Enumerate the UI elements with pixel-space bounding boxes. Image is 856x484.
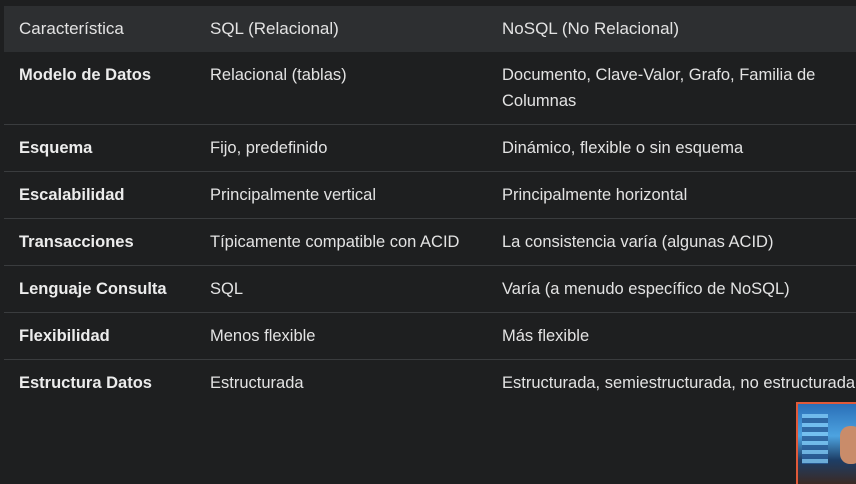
header-sql: SQL (Relacional) (210, 19, 339, 38)
webcam-background (802, 414, 828, 464)
cell-feature: Modelo de Datos (19, 66, 152, 84)
cell-sql: Principalmente vertical (195, 172, 487, 219)
cell-sql: Relacional (tablas) (210, 66, 347, 84)
table-row (4, 219, 856, 266)
comparison-table (4, 6, 856, 406)
cell-nosql: Documento, Clave-Valor, Grafo, Familia de Columnas (502, 66, 816, 110)
table-row (4, 313, 856, 360)
cell-sql: SQL (195, 266, 487, 313)
table-row (4, 360, 856, 407)
cell-sql: Estructurada (195, 360, 487, 407)
table-row (4, 125, 856, 172)
header-feature: Característica (19, 19, 124, 38)
cell-feature: Lenguaje Consulta (4, 266, 195, 313)
table-row (4, 52, 856, 125)
cell-feature: Escalabilidad (4, 172, 195, 219)
header-row (4, 6, 856, 52)
cell-nosql: Principalmente horizontal (487, 172, 856, 219)
cell-feature: Transacciones (4, 219, 195, 266)
table-body (4, 52, 856, 406)
cell-sql: Menos flexible (195, 313, 487, 360)
cell-nosql: Varía (a menudo específico de NoSQL) (487, 266, 856, 313)
webcam-overlay (796, 402, 856, 484)
table-row (4, 266, 856, 313)
cell-sql: Fijo, predefinido (195, 125, 487, 172)
cell-nosql: Más flexible (487, 313, 856, 360)
cell-sql: Típicamente compatible con ACID (195, 219, 487, 266)
cell-nosql: La consistencia varía (algunas ACID) (487, 219, 856, 266)
table-row (4, 172, 856, 219)
webcam-person (840, 426, 856, 464)
header-nosql: NoSQL (No Relacional) (502, 19, 679, 38)
cell-feature: Estructura Datos (4, 360, 195, 407)
cell-feature: Esquema (4, 125, 195, 172)
cell-nosql: Estructurada, semiestructurada, no estructurada (487, 360, 856, 407)
table-header (4, 6, 856, 52)
cell-nosql: Dinámico, flexible o sin esquema (487, 125, 856, 172)
cell-feature: Flexibilidad (4, 313, 195, 360)
